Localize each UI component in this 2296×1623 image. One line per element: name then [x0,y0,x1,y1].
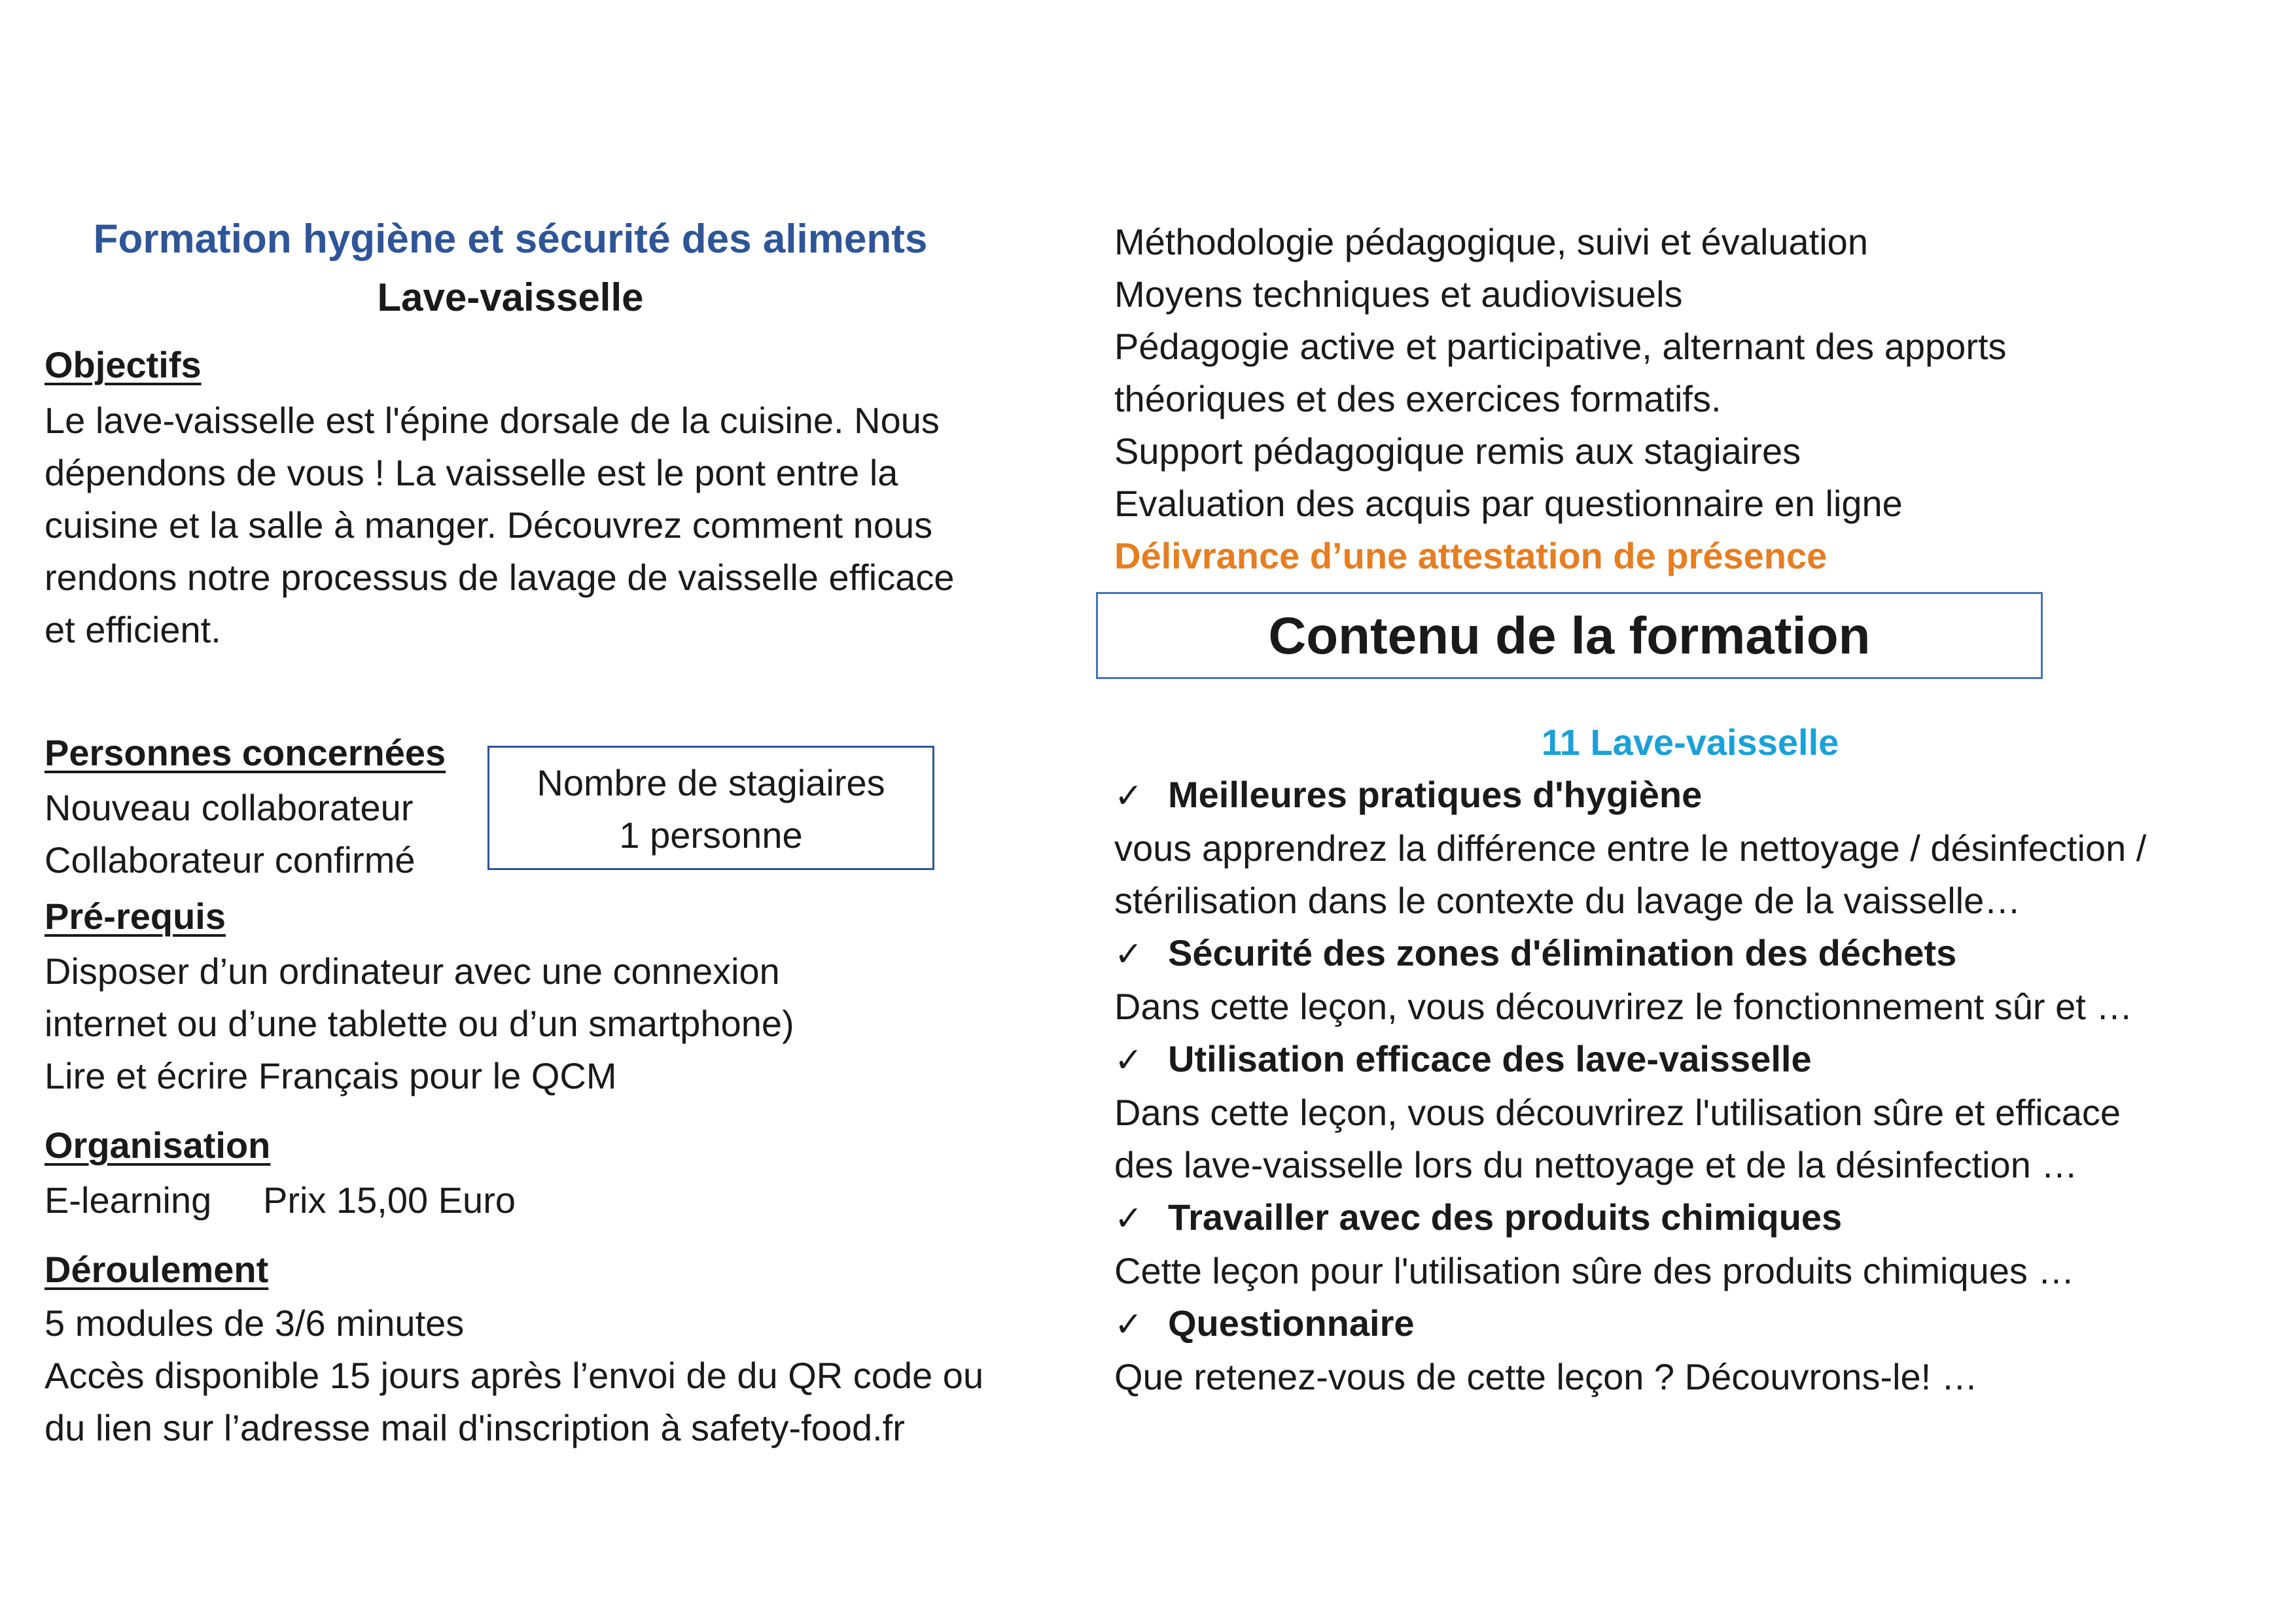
prerequis-heading: Pré-requis [44,896,226,937]
objectifs-line: cuisine et la salle à manger. Découvrez comment nous [44,504,933,546]
content-item-title: Questionnaire [1168,1302,1415,1344]
content-item-title: Utilisation efficace des lave-vaisselle [1168,1038,1812,1079]
document-title: Formation hygiène et sécurité des aliments [93,217,928,262]
content-item-desc: vous apprendrez la différence entre le nettoyage / désinfection / [1114,828,2147,869]
prerequis-line: internet ou d’une tablette ou d’un smartphone) [44,1003,794,1044]
content-item [1114,769,2146,822]
attestation-text: Délivrance d’une attestation de présence [1114,535,1828,576]
methodology-line: Moyens techniques et audiovisuels [1114,273,1683,315]
organisation-heading: Organisation [44,1125,271,1166]
prerequis-text [44,945,794,1102]
objectifs-line: Le lave-vaisselle est l'épine dorsale de la cuisine. Nous [44,400,940,441]
content-item-desc: Cette leçon pour l'utilisation sûre des produits chimiques … [1114,1250,2075,1291]
stagiaires-value: 1 personne [619,814,803,856]
stagiaires-label: Nombre de stagiaires [537,762,885,803]
content-item-title: Travailler avec des produits chimiques [1168,1196,1843,1238]
checkmark-icon: ✓ [1114,1305,1143,1344]
deroulement-text [44,1297,983,1454]
prerequis-line: Disposer d’un ordinateur avec une connexion [44,951,780,992]
checkmark-icon: ✓ [1114,935,1143,974]
methodology-line: Evaluation des acquis par questionnaire en ligne [1114,483,1903,524]
content-item [1114,1297,2146,1351]
objectifs-line: et efficient. [44,609,221,650]
stagiaires-box [487,746,934,870]
methodology-line: Méthodologie pédagogique, suivi et évaluation [1114,221,1868,262]
module-title: 11 Lave-vaisselle [1541,722,1839,763]
objectifs-line: rendons notre processus de lavage de vaisselle efficace [44,557,955,598]
checkmark-icon: ✓ [1114,1041,1143,1080]
content-item-desc: stérilisation dans le contexte du lavage de la vaisselle… [1114,880,2021,921]
objectifs-text [44,394,954,656]
methodology-line: Support pédagogique remis aux stagiaires [1114,430,1801,472]
organisation-mode: E-learning [44,1179,212,1221]
deroulement-heading: Déroulement [44,1249,269,1290]
document-subtitle: Lave-vaisselle [377,275,644,319]
deroulement-line: du lien sur l’adresse mail d'inscription à safety-food.fr [44,1407,905,1448]
contenu-box: Contenu de la formation [1096,592,2043,679]
personnes-line: Nouveau collaborateur [44,787,414,828]
content-item [1114,1033,2146,1087]
methodology-block [1114,216,2007,582]
content-item-title: Meilleures pratiques d'hygiène [1168,774,1703,815]
content-item-desc: Dans cette leçon, vous découvrirez l'utilisation sûre et efficace [1114,1092,2121,1133]
deroulement-line: Accès disponible 15 jours après l’envoi de du QR code ou [44,1355,984,1396]
content-list [1114,769,2146,1403]
objectifs-line: dépendons de vous ! La vaisselle est le pont entre la [44,452,898,493]
content-item [1114,1191,2146,1245]
methodology-line: Pédagogie active et participative, alternant des apports [1114,326,2007,367]
methodology-line: théoriques et des exercices formatifs. [1114,378,1722,419]
content-item-desc: des lave-vaisselle lors du nettoyage et de la désinfection … [1114,1144,2078,1185]
deroulement-line: 5 modules de 3/6 minutes [44,1302,465,1344]
content-item-desc: Dans cette leçon, vous découvrirez le fonctionnement sûr et … [1114,986,2133,1027]
checkmark-icon: ✓ [1114,1199,1143,1238]
content-item [1114,927,2146,981]
content-item-title: Sécurité des zones d'élimination des déchets [1168,932,1957,973]
checkmark-icon: ✓ [1114,777,1143,816]
personnes-line: Collaborateur confirmé [44,839,415,881]
prerequis-line: Lire et écrire Français pour le QCM [44,1055,617,1096]
content-item-desc: Que retenez-vous de cette leçon ? Découvrons-le! … [1114,1356,1978,1397]
organisation-price: Prix 15,00 Euro [263,1179,516,1221]
personnes-text [44,782,415,886]
personnes-heading: Personnes concernées [44,732,446,773]
objectifs-heading: Objectifs [44,344,202,385]
